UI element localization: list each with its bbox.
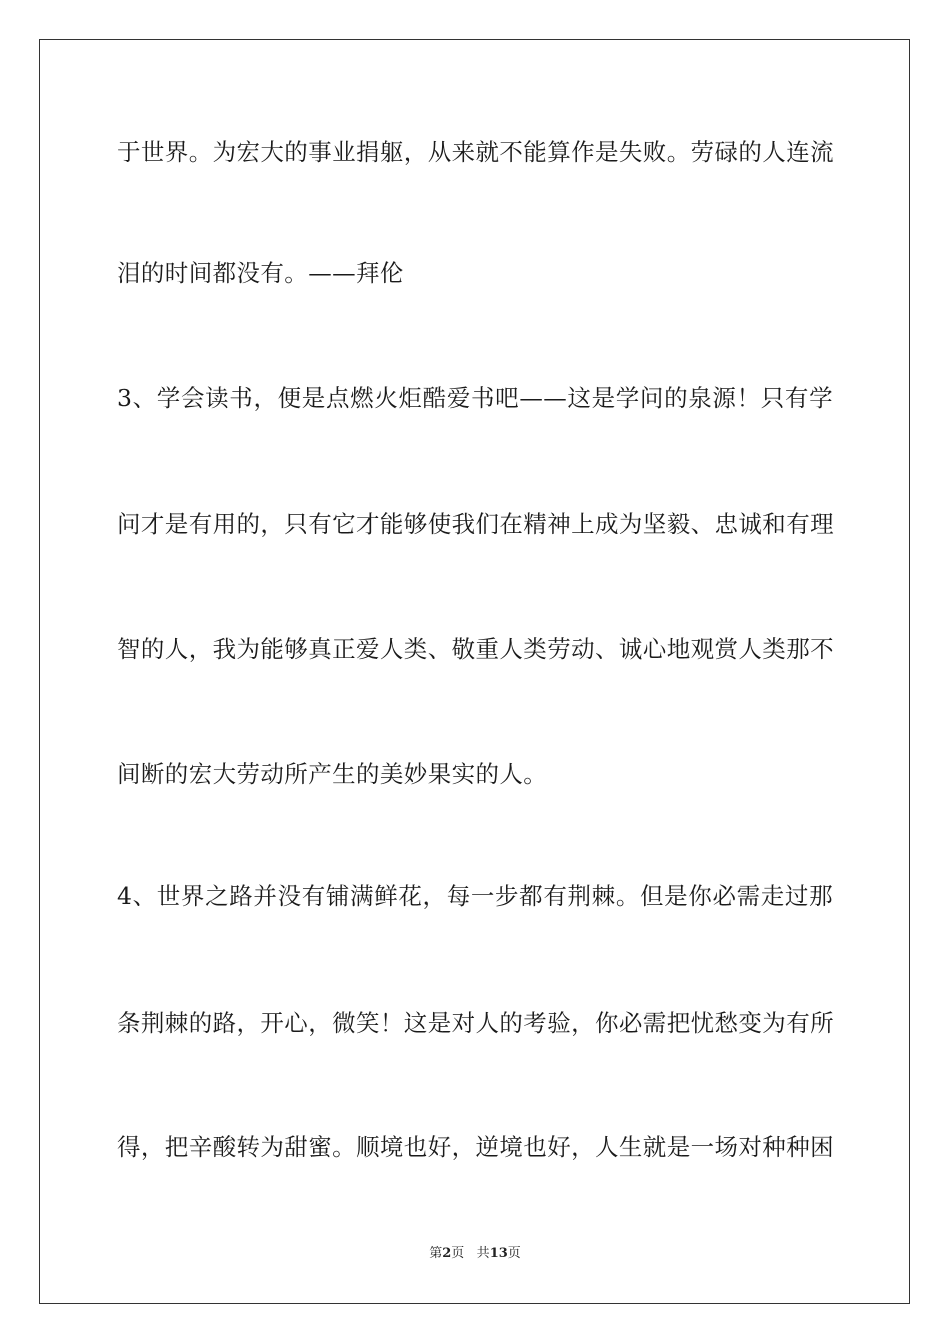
page-suffix: 页 — [451, 1246, 465, 1261]
total-prefix: 共 — [476, 1246, 490, 1261]
total-pages: 13 — [489, 1246, 508, 1261]
total-suffix: 页 — [507, 1246, 521, 1261]
text-line: 泪的时间都没有。——拜伦 — [117, 259, 404, 287]
text-line: 于世界。为宏大的事业捐躯，从来就不能算作是失败。劳碌的人连流 — [117, 138, 834, 166]
text-line: 3、学会读书，便是点燃火炬酷爱书吧——这是学问的泉源！只有学 — [117, 384, 833, 412]
page-number: 2 — [442, 1246, 452, 1261]
text-line: 得，把辛酸转为甜蜜。顺境也好，逆境也好，人生就是一场对种种困 — [117, 1133, 834, 1161]
page-footer — [0, 1245, 950, 1263]
text-line: 间断的宏大劳动所产生的美妙果实的人。 — [117, 760, 548, 788]
text-line: 智的人，我为能够真正爱人类、敬重人类劳动、诚心地观赏人类那不 — [117, 635, 834, 663]
text-line: 问才是有用的，只有它才能够使我们在精神上成为坚毅、忠诚和有理 — [117, 510, 834, 538]
text-line: 4、世界之路并没有铺满鲜花，每一步都有荆棘。但是你必需走过那 — [117, 882, 833, 910]
page-prefix: 第 — [429, 1246, 443, 1261]
page-border — [39, 39, 910, 1304]
text-line: 条荆棘的路，开心，微笑！这是对人的考验，你必需把忧愁变为有所 — [117, 1009, 834, 1037]
